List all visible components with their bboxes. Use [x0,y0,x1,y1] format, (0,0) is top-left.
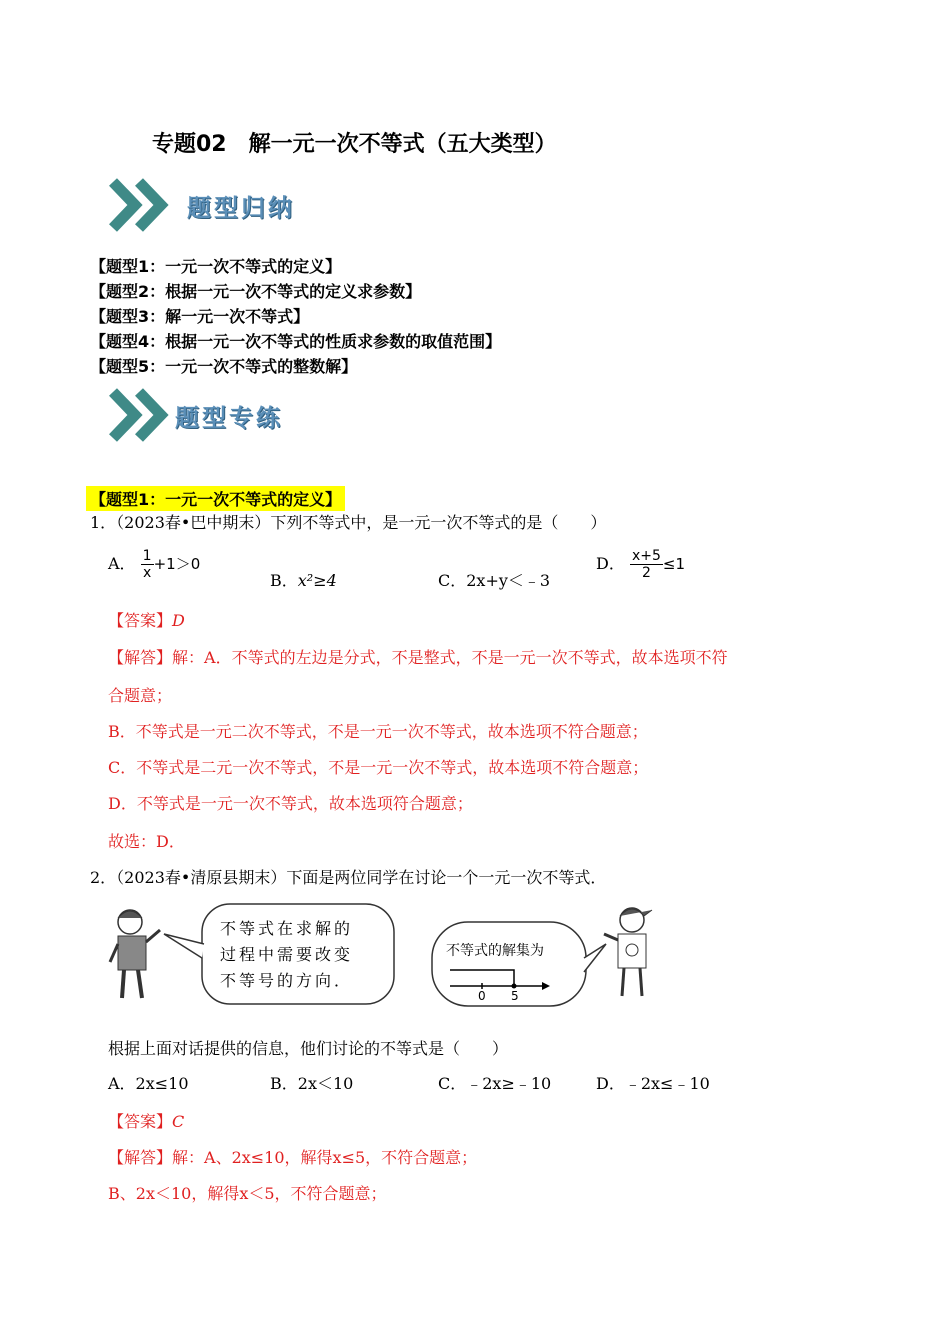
option-expr: ≤1 [662,555,685,573]
type-item: 【题型5：一元一次不等式的整数解】 [90,357,358,376]
q2-explanation-line: B、2x＜10，解得x＜5，不符合题意； [108,1184,387,1203]
option-label: D． [596,554,625,573]
question-1-stem: 1．（2023春•巴中期末）下列不等式中，是一元一次不等式的是（ ） [90,513,607,532]
option-expr: +1＞0 [153,555,201,573]
type-item: 【题型3：解一元一次不等式】 [90,307,310,326]
q1-explanation-line: D．不等式是一元一次不等式，故本选项符合题意； [108,794,473,813]
summary-banner [105,176,325,234]
double-chevron-icon [105,176,175,234]
denominator: 2 [641,565,651,581]
answer-tag: 【答案】 [108,611,173,630]
practice-banner-title: 题型专练 [175,403,283,432]
q2-option-c: C．﹣2x≥﹣10 [438,1074,552,1093]
q1-explanation-line: 故选：D． [108,832,185,851]
q2-option-d: D．﹣2x≤﹣10 [596,1074,710,1093]
practice-banner [105,386,325,444]
q1-answer [108,608,185,631]
type-item: 【题型4：根据一元一次不等式的性质求参数的取值范围】 [90,332,502,351]
option-label: B． [270,571,298,590]
bubble-line: 过程中需要改变 [220,945,354,964]
q1-option-b [270,568,337,591]
answer-value: D [172,611,185,630]
q2-option-a: A．2x≤10 [108,1074,189,1093]
right-bubble-title: 不等式的解集为 [446,943,544,959]
left-bubble-text [220,916,353,994]
explanation-text: 解：A、2x≤10，解得x≤5，不符合题意； [172,1148,478,1167]
explanation-text: 解：A．不等式的左边是分式，不是整式，不是一元一次不等式，故本选项不符 [172,648,728,667]
q1-option-d [596,548,685,581]
denominator: x [142,565,152,581]
students-dialogue-figure [106,900,666,1012]
number-line-label: 5 [511,989,519,1003]
q1-option-c [438,568,550,591]
numerator: x+5 [631,548,661,564]
type-item: 【题型1：一元一次不等式的定义】 [90,257,342,276]
answer-value: C [172,1112,185,1131]
question-2-stem: 2．（2023春•清原县期末）下面是两位同学在讨论一个一元一次不等式． [90,868,607,887]
fraction [141,548,154,581]
boy-figure [110,910,160,998]
option-label: C． [438,571,467,590]
q1-option-a [108,548,200,581]
option-expr: x²≥4 [297,571,337,590]
explanation-tag: 【解答】 [108,648,173,667]
type-item: 【题型2：根据一元一次不等式的定义求参数】 [90,282,422,301]
q2-option-b: B．2x＜10 [270,1074,354,1093]
double-chevron-icon [105,386,175,444]
types-list [90,254,501,379]
q2-explanation-line [108,1145,477,1168]
question-2-prompt: 根据上面对话提供的信息，他们讨论的不等式是（ ） [108,1039,509,1058]
q1-explanation-line: B．不等式是一元二次不等式，不是一元一次不等式，故本选项不符合题意； [108,722,648,741]
q1-explanation-line: 合题意； [108,686,173,705]
bubble-line: 不等式在求解的 [220,919,354,938]
fraction [630,548,663,581]
answer-tag: 【答案】 [108,1112,173,1131]
q1-explanation-line: C．不等式是二元一次不等式，不是一元一次不等式，故本选项不符合题意； [108,758,649,777]
girl-figure [604,908,652,996]
bubble-line: 不等号的方向． [220,971,354,990]
numerator: 1 [142,548,152,564]
page-title: 专题02 解一元一次不等式（五大类型） [152,132,557,157]
number-line-label: 0 [478,989,486,1003]
option-label: A． [108,554,136,573]
section-heading: 【题型1：一元一次不等式的定义】 [86,486,345,511]
q2-answer [108,1109,184,1132]
explanation-tag: 【解答】 [108,1148,173,1167]
option-expr: 2x+y＜﹣3 [466,571,551,590]
summary-banner-title: 题型归纳 [187,193,295,222]
dialogue-illustration [106,900,666,1012]
q1-explanation-line [108,645,728,668]
